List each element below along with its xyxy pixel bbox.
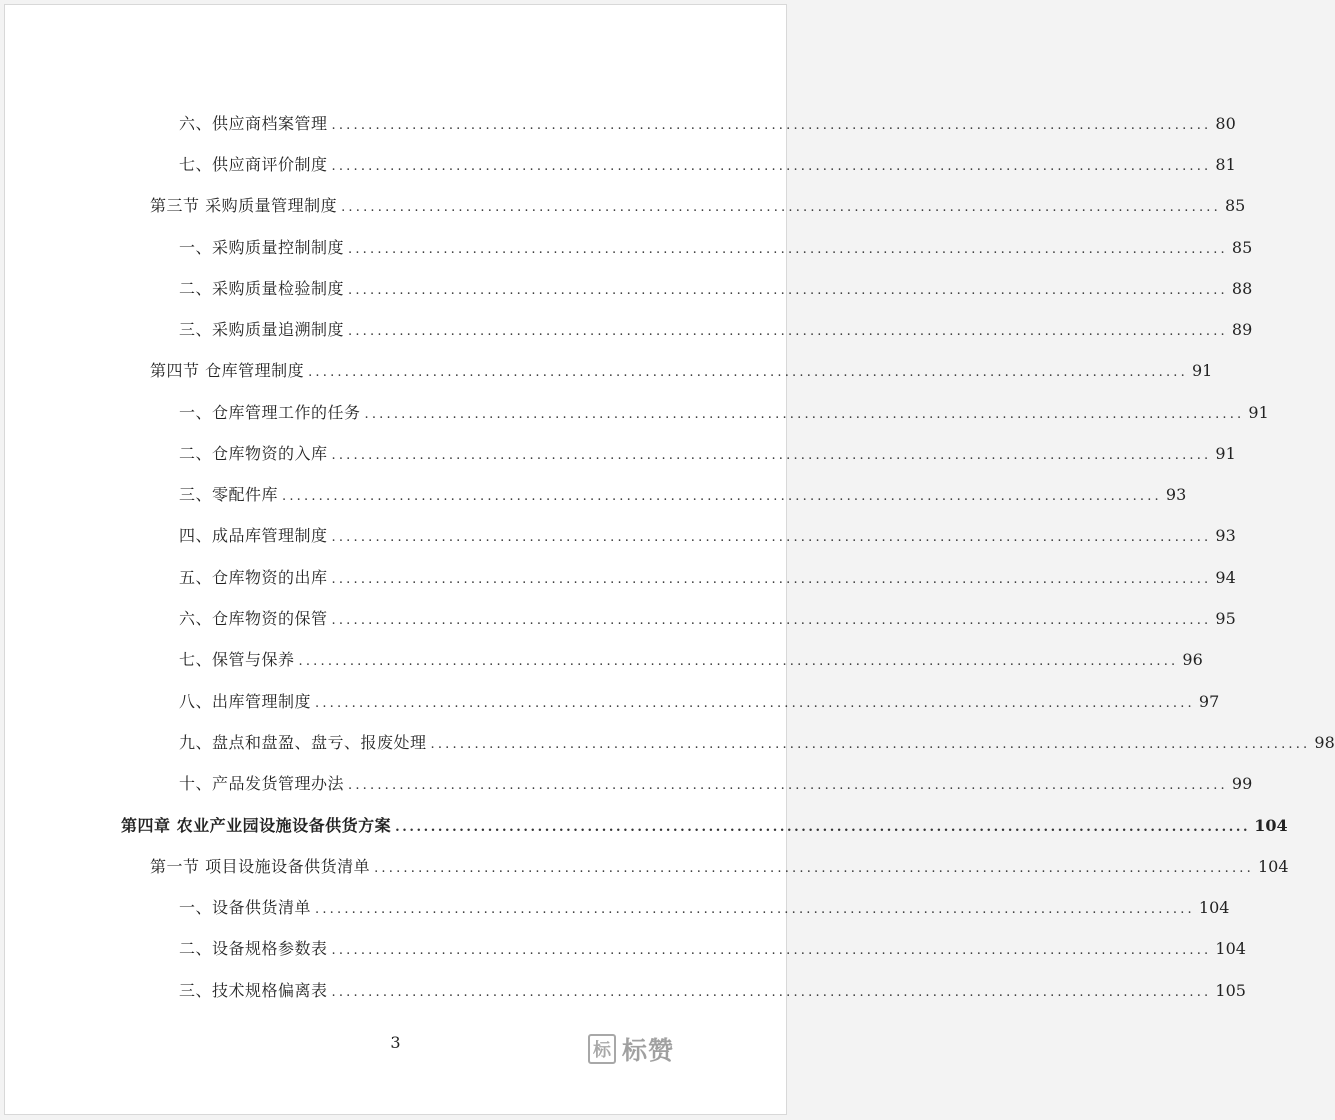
- toc-entry-label: 八、出库管理制度: [179, 692, 312, 711]
- toc-dot-leader: ........................................................................................................................: [331, 159, 1212, 174]
- toc-dot-leader: ........................................................................................................................: [331, 118, 1212, 133]
- toc-entry[interactable]: [179, 648, 1203, 672]
- toc-entry[interactable]: [179, 937, 1246, 961]
- toc-dot-leader: ........................................................................................................................: [348, 324, 1228, 339]
- toc-entry-label: 三、零配件库: [179, 485, 279, 504]
- toc-dot-leader: ........................................................................................................................: [315, 902, 1195, 917]
- toc-entry-label: 第四章 农业产业园设施设备供货方案: [121, 816, 392, 835]
- toc-entry-page: 104: [1215, 939, 1246, 958]
- toc-entry-label: 五、仓库物资的出库: [179, 568, 328, 587]
- toc-entry[interactable]: [150, 855, 1289, 879]
- toc-entry-page: 96: [1182, 650, 1203, 669]
- toc-entry-label: 四、成品库管理制度: [179, 526, 328, 545]
- toc-entry-page: 91: [1215, 444, 1236, 463]
- toc-entry[interactable]: [179, 277, 1253, 301]
- toc-entry-page: 85: [1224, 196, 1246, 215]
- toc-dot-leader: ........................................................................................................................: [341, 200, 1221, 215]
- toc-entry-label: 一、仓库管理工作的任务: [179, 403, 361, 422]
- toc-entry-label: 六、供应商档案管理: [179, 114, 328, 133]
- toc-dot-leader: ........................................................................................................................: [348, 242, 1228, 257]
- toc-entry[interactable]: [179, 979, 1246, 1003]
- toc-entry-label: 二、仓库物资的入库: [179, 444, 328, 463]
- toc-entry[interactable]: [179, 607, 1236, 631]
- toc-entry-page: 93: [1215, 526, 1236, 545]
- toc-entry-label: 一、采购质量控制制度: [179, 238, 345, 257]
- toc-dot-leader: ........................................................................................................................: [331, 448, 1212, 463]
- toc-entry-page: 81: [1215, 155, 1236, 174]
- toc-entry-page: 91: [1191, 361, 1213, 380]
- toc-entry-label: 一、设备供货清单: [179, 898, 312, 917]
- toc-dot-leader: ........................................................................................................................: [331, 530, 1212, 545]
- toc-dot-leader: ........................................................................................................................: [331, 943, 1212, 958]
- toc-entry-page: 95: [1215, 609, 1236, 628]
- toc-entry[interactable]: [179, 566, 1236, 590]
- toc-entry[interactable]: [179, 690, 1220, 714]
- toc-entry-page: 98: [1314, 733, 1335, 752]
- toc-entry-chapter[interactable]: [121, 814, 1288, 838]
- toc-entry-page: 88: [1231, 279, 1253, 298]
- toc-dot-leader: ........................................................................................................................: [315, 696, 1195, 711]
- toc-entry[interactable]: [179, 442, 1236, 466]
- toc-entry-label: 七、供应商评价制度: [179, 155, 328, 174]
- toc-dot-leader: ........................................................................................................................: [331, 613, 1212, 628]
- toc-dot-leader: ........................................................................................................................: [282, 489, 1162, 504]
- toc-dot-leader: ........................................................................................................................: [298, 654, 1179, 669]
- toc-entry[interactable]: [179, 483, 1187, 507]
- toc-entry-label: 三、技术规格偏离表: [179, 981, 328, 1000]
- toc-dot-leader: ........................................................................................................................: [348, 778, 1228, 793]
- toc-entry-page: 89: [1231, 320, 1253, 339]
- logo-mark-icon: 标: [588, 1034, 616, 1064]
- toc-dot-leader: ........................................................................................................................: [308, 365, 1188, 380]
- toc-entry-page: 80: [1215, 114, 1236, 133]
- toc-entry-label: 二、设备规格参数表: [179, 939, 328, 958]
- toc-entry-page: 99: [1231, 774, 1253, 793]
- toc-dot-leader: ........................................................................................................................: [331, 985, 1212, 1000]
- toc-dot-leader: ........................................................................................................................: [348, 283, 1228, 298]
- toc-dot-leader: ........................................................................................................................: [430, 737, 1311, 752]
- toc-entry[interactable]: [179, 772, 1253, 796]
- toc-entry-label: 三、采购质量追溯制度: [179, 320, 345, 339]
- toc-entry-label: 十、产品发货管理办法: [179, 774, 345, 793]
- document-page: [4, 4, 1335, 1115]
- toc-entry[interactable]: [179, 731, 1335, 755]
- toc-entry-page: 104: [1254, 816, 1288, 835]
- watermark-logo: [588, 1031, 674, 1067]
- toc-entry-page: 94: [1215, 568, 1236, 587]
- toc-entry-page: 105: [1215, 981, 1246, 1000]
- toc-entry[interactable]: [150, 194, 1246, 218]
- toc-dot-leader: ........................................................................................................................: [364, 407, 1245, 422]
- toc-dot-leader: ........................................................................................................................: [395, 820, 1251, 835]
- toc-entry-label: 第四节 仓库管理制度: [150, 361, 305, 380]
- toc-entry[interactable]: [179, 112, 1236, 136]
- toc-entry-page: 93: [1165, 485, 1187, 504]
- toc-entry-label: 二、采购质量检验制度: [179, 279, 345, 298]
- toc-entry-label: 六、仓库物资的保管: [179, 609, 328, 628]
- toc-entry[interactable]: [179, 401, 1269, 425]
- page-number: 3: [390, 1033, 401, 1052]
- toc-entry[interactable]: [179, 318, 1253, 342]
- toc-entry-label: 七、保管与保养: [179, 650, 295, 669]
- toc-entry-label: 第一节 项目设施设备供货清单: [150, 857, 371, 876]
- toc-entry[interactable]: [179, 896, 1230, 920]
- toc-entry-page: 104: [1198, 898, 1230, 917]
- toc-entry[interactable]: [150, 359, 1213, 383]
- toc-entry-page: 91: [1248, 403, 1269, 422]
- toc-entry-label: 第三节 采购质量管理制度: [150, 196, 338, 215]
- toc-entry-label: 九、盘点和盘盈、盘亏、报废处理: [179, 733, 427, 752]
- toc-dot-leader: ........................................................................................................................: [374, 861, 1254, 876]
- toc-entry[interactable]: [179, 524, 1236, 548]
- toc-entry-page: 104: [1257, 857, 1289, 876]
- toc-entry-page: 85: [1231, 238, 1253, 257]
- toc-entry[interactable]: [179, 236, 1253, 260]
- toc-entry-page: 97: [1198, 692, 1220, 711]
- toc-entry[interactable]: [179, 153, 1236, 177]
- logo-text: 标赞: [622, 1036, 675, 1065]
- toc-dot-leader: ........................................................................................................................: [331, 572, 1212, 587]
